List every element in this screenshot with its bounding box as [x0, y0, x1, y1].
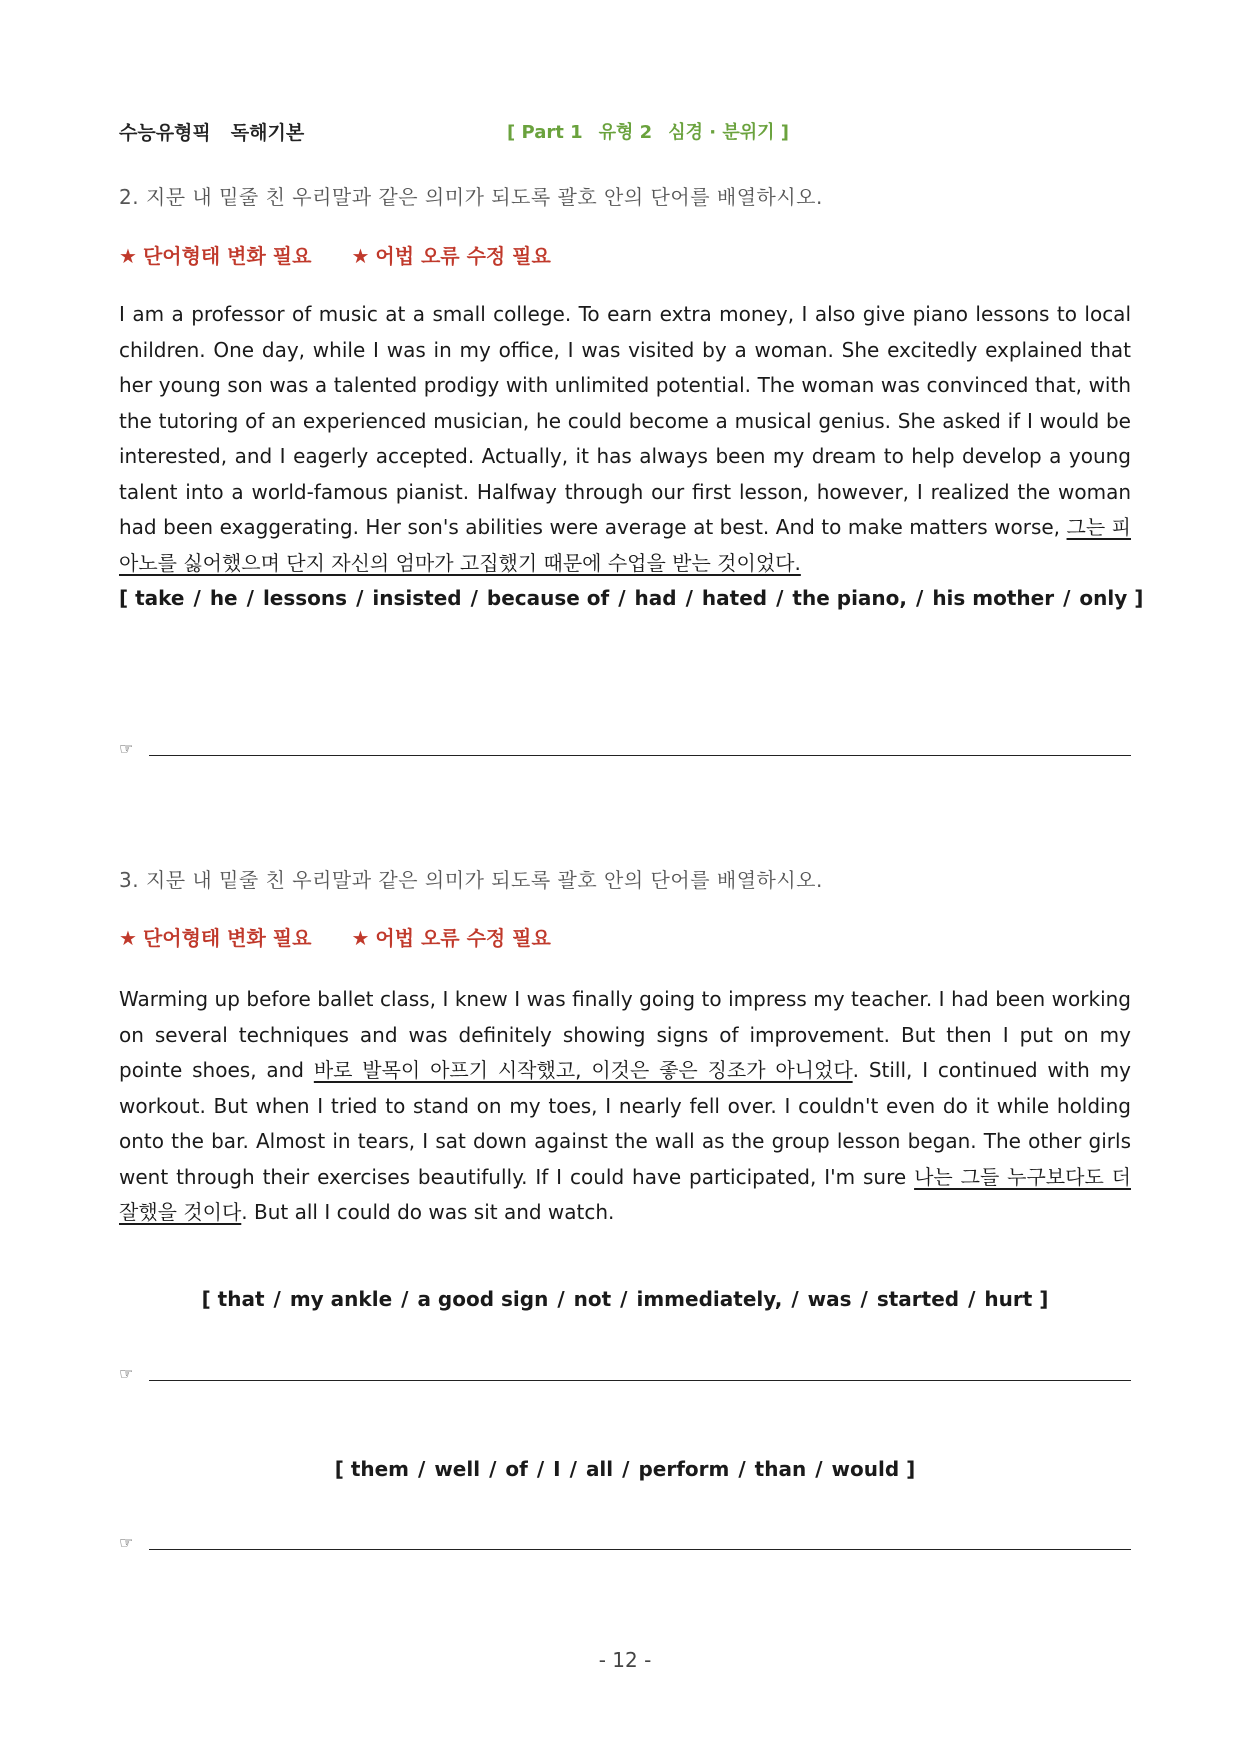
bracket-close: ]: [1032, 1287, 1049, 1311]
word-chip: he: [209, 586, 238, 610]
q2-note-form-change: ★ 단어형태 변화 필요: [119, 244, 312, 268]
book-title-sub: 독해기본: [230, 122, 305, 144]
word-chip: because of: [486, 586, 610, 610]
word-chip: would: [831, 1457, 900, 1481]
word-separator: /: [738, 1457, 746, 1481]
word-chip: than: [754, 1457, 807, 1481]
word-chip: insisted: [372, 586, 462, 610]
word-chip: perform: [638, 1457, 730, 1481]
word-separator: /: [470, 586, 478, 610]
page-header: [119, 112, 1131, 148]
type-number: 유형 2: [598, 122, 653, 143]
word-chip: all: [585, 1457, 614, 1481]
q3-word-bank-1: [119, 1287, 1131, 1311]
pointing-hand-icon: ☞: [119, 739, 134, 758]
word-separator: /: [569, 1457, 577, 1481]
q2-notes: [119, 240, 591, 269]
word-chip: of: [505, 1457, 528, 1481]
word-separator: /: [622, 1457, 630, 1481]
q2-answer-line[interactable]: [119, 733, 1131, 763]
word-separator: /: [418, 1457, 426, 1481]
part-label: [507, 118, 805, 144]
bracket-open: [: [334, 1457, 351, 1481]
q3-passage-a: Warming up before ballet class, I knew I was finally going to impress my teacher. I had been working on several techniques and was definitely showing signs of improvement. But then I put on my pointe shoes, and: [119, 987, 1131, 1082]
q3-title: 3. 지문 내 밑줄 친 우리말과 같은 의미가 되도록 괄호 안의 단어를 배열하시오.: [119, 868, 823, 892]
q3-passage: [119, 982, 1131, 1231]
word-chip: was: [807, 1287, 852, 1311]
word-separator: /: [401, 1287, 409, 1311]
q2-title: 2. 지문 내 밑줄 친 우리말과 같은 의미가 되도록 괄호 안의 단어를 배열하시오.: [119, 185, 823, 209]
book-title: [119, 118, 324, 145]
word-separator: /: [246, 586, 254, 610]
pointing-hand-icon: ☞: [119, 1533, 134, 1552]
q2-passage-text: I am a professor of music at a small college. To earn extra money, I also give piano lessons to local children. One day, while I was in my office, I was visited by a woman. She excitedly explained that her young son was a talented prodigy with unlimited potential. The woman was convinced that, with the tutoring of an experienced musician, he could become a musical genius. She asked if I would be interested, and I eagerly accepted. Actually, it has always been my dream to help develop a young talent into a world-famous pianist. Halfway through our first lesson, however, I realized the woman had been exaggerating. Her son's abilities were average at best. And to make matters worse,: [119, 302, 1131, 539]
q3-passage-c: . But all I could do was sit and watch.: [241, 1200, 615, 1224]
word-separator: /: [273, 1287, 281, 1311]
word-chip: I: [553, 1457, 561, 1481]
word-separator: /: [618, 586, 626, 610]
word-separator: /: [815, 1457, 823, 1481]
word-separator: /: [489, 1457, 497, 1481]
word-chip: well: [434, 1457, 481, 1481]
star-icon: ★: [351, 244, 370, 268]
bracket-close: ]: [1127, 586, 1144, 610]
word-chip: his mother: [932, 586, 1055, 610]
word-chip: take: [135, 586, 185, 610]
q3-note-grammar-fix: ★ 어법 오류 수정 필요: [351, 926, 551, 950]
word-chip: only: [1079, 586, 1128, 610]
topic-label: 심경 · 분위기 ]: [668, 122, 790, 143]
word-separator: /: [968, 1287, 976, 1311]
word-separator: /: [536, 1457, 545, 1481]
word-separator: /: [557, 1287, 565, 1311]
answer-underline: [149, 1380, 1131, 1381]
word-separator: /: [193, 586, 201, 610]
q2-note-grammar-fix: ★ 어법 오류 수정 필요: [351, 244, 551, 268]
star-icon: ★: [351, 926, 370, 950]
book-title-main: 수능유형픽: [119, 122, 211, 144]
word-separator: /: [685, 586, 693, 610]
bracket-open: [: [201, 1287, 218, 1311]
word-chip: that: [217, 1287, 265, 1311]
answer-underline: [149, 755, 1131, 756]
word-separator: /: [1063, 586, 1071, 610]
word-chip: not: [573, 1287, 612, 1311]
q3-answer-line-2[interactable]: [119, 1527, 1131, 1557]
q2-word-bank: [119, 586, 1143, 610]
word-chip: hated: [701, 586, 768, 610]
part-number: [ Part 1: [507, 122, 583, 143]
q3-underlined-korean-2: 나는 그들 누구보다도 더 잘했을 것이다: [119, 1164, 1131, 1224]
star-icon: ★: [119, 244, 137, 268]
q2-underlined-korean: 그는 피아노를 싫어했으며 단지 자신의 엄마가 고집했기 때문에 수업을 받는 것이었다.: [119, 515, 1131, 575]
word-separator: /: [916, 586, 924, 610]
bracket-close: ]: [899, 1457, 916, 1481]
word-separator: /: [356, 586, 364, 610]
word-separator: /: [620, 1287, 628, 1311]
q3-passage-b: . Still, I continued with my workout. But when I tried to stand on my toes, I nearly fell over. I couldn't even do it while holding onto the bar. Almost in tears, I sat down against the wall as the group lesson began. The other girls went through their exercises beautifully. If I could have participated, I'm sure: [119, 1058, 1131, 1189]
q2-passage: [119, 297, 1131, 581]
star-icon: ★: [119, 926, 137, 950]
answer-underline: [149, 1549, 1131, 1550]
word-chip: my ankle: [289, 1287, 393, 1311]
page-number: - 12 -: [598, 1648, 652, 1672]
q3-underlined-korean-1: 바로 발목이 아프기 시작했고, 이것은 좋은 징조가 아니었다: [313, 1058, 853, 1082]
word-separator: /: [860, 1287, 868, 1311]
worksheet-page: [119, 0, 1144, 1752]
word-chip: started: [876, 1287, 960, 1311]
word-chip: them: [350, 1457, 410, 1481]
pointing-hand-icon: ☞: [119, 1364, 134, 1383]
q3-answer-line-1[interactable]: [119, 1358, 1131, 1388]
q3-notes: [119, 922, 591, 951]
word-chip: a good sign: [417, 1287, 549, 1311]
word-chip: hurt: [984, 1287, 1033, 1311]
word-chip: the piano,: [792, 586, 907, 610]
q3-note-form-change: ★ 단어형태 변화 필요: [119, 926, 312, 950]
bracket-open: [: [119, 586, 136, 610]
word-chip: had: [634, 586, 677, 610]
word-separator: /: [791, 1287, 799, 1311]
q3-word-bank-2: [119, 1457, 1131, 1481]
word-separator: /: [776, 586, 784, 610]
word-chip: immediately,: [636, 1287, 783, 1311]
word-chip: lessons: [262, 586, 348, 610]
